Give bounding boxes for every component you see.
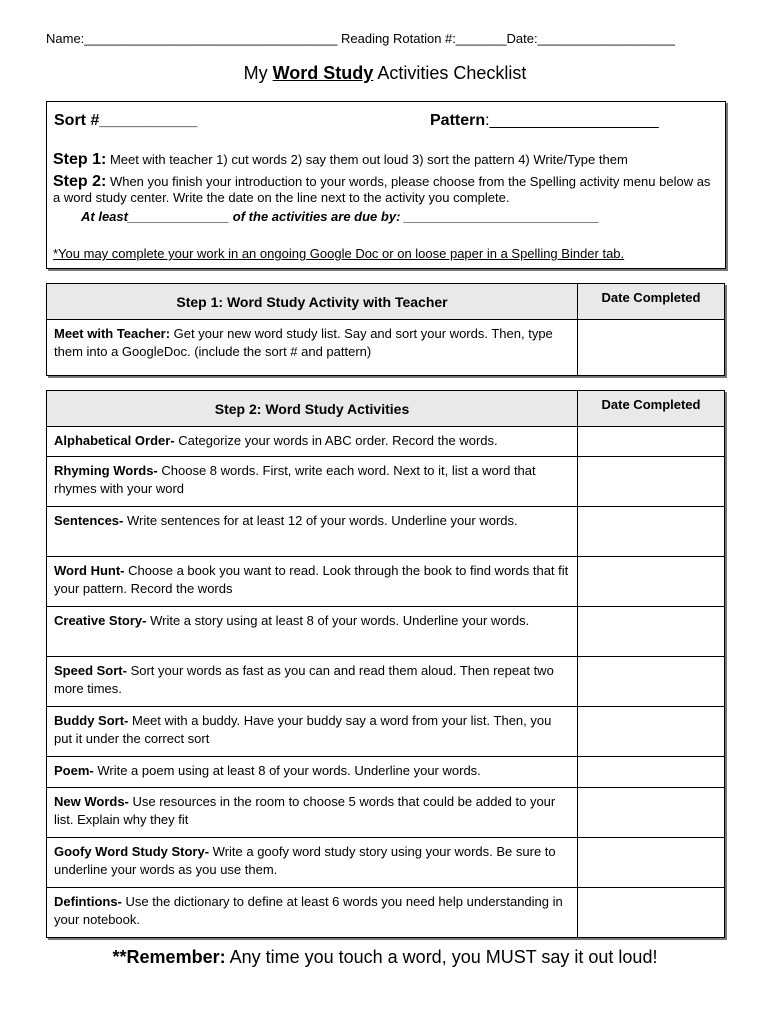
activity-description — [47, 457, 578, 507]
date-completed-cell[interactable] — [578, 557, 725, 607]
table-row — [47, 838, 725, 888]
table-row — [47, 788, 725, 838]
activity-title: Meet with Teacher: — [54, 326, 171, 341]
date-completed-cell[interactable] — [578, 788, 725, 838]
activity-description — [47, 888, 578, 938]
due-line: At least______________ of the activities are due by: ___________________________ — [81, 209, 600, 224]
table-row — [47, 757, 725, 788]
date-completed-cell[interactable] — [578, 320, 725, 376]
activity-title: Poem- — [54, 763, 94, 778]
remember-label: **Remember: — [112, 947, 226, 967]
note-line — [53, 246, 624, 261]
step1-text: Meet with teacher 1) cut words 2) say them out loud 3) sort the pattern 4) Write/Type them — [106, 152, 628, 167]
remember-note — [0, 947, 770, 968]
activity-title: Alphabetical Order- — [54, 433, 175, 448]
activity-text: Write a story using at least 8 of your words. Underline your words. — [146, 613, 530, 628]
activity-title: Buddy Sort- — [54, 713, 129, 728]
date-completed-cell[interactable] — [578, 427, 725, 457]
name-label: Name: — [46, 31, 85, 46]
activity-description — [47, 607, 578, 657]
activity-description — [47, 838, 578, 888]
step1-instructions — [53, 152, 721, 168]
date-completed-cell[interactable] — [578, 507, 725, 557]
title-emphasis: Word Study — [272, 63, 374, 83]
step2-label: Step 2: — [53, 173, 107, 190]
table1-date-header: Date Completed — [578, 284, 725, 320]
word-study-activities-table — [46, 390, 725, 938]
sort-line — [54, 112, 197, 130]
table-row — [47, 657, 725, 707]
activity-text: Choose 8 words. First, write each word. Next to it, list a word that rhymes with your word — [54, 463, 536, 496]
table-row — [47, 557, 725, 607]
activity-text: Write a poem using at least 8 of your words. Underline your words. — [93, 763, 481, 778]
activity-text: Categorize your words in ABC order. Record the words. — [174, 433, 498, 448]
table2-header: Step 2: Word Study Activities — [47, 391, 578, 427]
rotation-blank[interactable]: _______ — [455, 31, 507, 46]
page-title — [0, 63, 770, 84]
date-completed-cell[interactable] — [578, 757, 725, 788]
pattern-label: Pattern — [430, 112, 486, 129]
header-line — [46, 31, 675, 46]
activity-description — [47, 657, 578, 707]
teacher-activity-table — [46, 283, 725, 376]
title-suffix: Activities Checklist — [373, 63, 527, 83]
date-completed-cell[interactable] — [578, 838, 725, 888]
activity-description — [47, 427, 578, 457]
date-completed-cell[interactable] — [578, 607, 725, 657]
activity-text: Choose a book you want to read. Look through the book to find words that fit your pattern. Record the words — [54, 563, 569, 596]
activity-description — [47, 320, 578, 376]
step2-text: When you finish your introduction to your words, please choose from the Spelling activity menu below as a word study center. Write the date on the line next to the activity you complete. — [53, 174, 711, 205]
activity-text: Get your new word study list. Say and sort your words. Then, type them into a GoogleDoc. (include the sort # and pattern) — [54, 326, 553, 359]
note-end: . — [620, 246, 625, 261]
date-completed-cell[interactable] — [578, 657, 725, 707]
date-completed-cell[interactable] — [578, 457, 725, 507]
activity-description — [47, 707, 578, 757]
table-row — [47, 888, 725, 938]
table-row — [47, 607, 725, 657]
table2-date-header: Date Completed — [578, 391, 725, 427]
activity-title: Creative Story- — [54, 613, 147, 628]
remember-text: Any time you touch a word, you MUST say it out loud! — [225, 947, 658, 967]
activity-text: Write a goofy word study story using your words. Be sure to underline your words as you use them. — [54, 844, 556, 877]
table-row — [47, 320, 725, 376]
date-completed-cell[interactable] — [578, 707, 725, 757]
date-label: Date: — [506, 31, 538, 46]
pattern-blank[interactable]: :___________________ — [485, 112, 659, 129]
activity-title: Goofy Word Study Story- — [54, 844, 210, 859]
sort-label: Sort # — [54, 112, 100, 129]
activity-description — [47, 757, 578, 788]
note-text: *You may complete your work in an ongoing Google Doc or on loose paper in a Spelling Binder tab — [53, 246, 621, 261]
pattern-line — [430, 112, 659, 130]
table1-header: Step 1: Word Study Activity with Teacher — [47, 284, 578, 320]
activity-title: Rhyming Words- — [54, 463, 158, 478]
date-completed-cell[interactable] — [578, 888, 725, 938]
activity-text: Write sentences for at least 12 of your words. Underline your words. — [123, 513, 518, 528]
instructions-box — [46, 101, 726, 269]
rotation-label: Reading Rotation #: — [340, 31, 456, 46]
table-row — [47, 707, 725, 757]
activity-title: Speed Sort- — [54, 663, 127, 678]
activity-text: Meet with a buddy. Have your buddy say a word from your list. Then, you put it under the correct sort — [54, 713, 552, 746]
sort-blank[interactable]: ___________ — [99, 112, 198, 129]
table-row — [47, 457, 725, 507]
title-prefix: My — [243, 63, 273, 83]
activity-title: Sentences- — [54, 513, 124, 528]
date-blank[interactable]: ___________________ — [537, 31, 675, 46]
activity-text: Use resources in the room to choose 5 words that could be added to your list. Explain why they fit — [54, 794, 556, 827]
activity-title: Word Hunt- — [54, 563, 125, 578]
activity-description — [47, 507, 578, 557]
table-row — [47, 427, 725, 457]
step1-label: Step 1: — [53, 151, 107, 168]
step2-instructions — [53, 174, 721, 206]
name-blank[interactable]: ___________________________________ — [84, 31, 338, 46]
activity-description — [47, 788, 578, 838]
table-row — [47, 507, 725, 557]
activity-title: New Words- — [54, 794, 129, 809]
activity-title: Defintions- — [54, 894, 122, 909]
activity-text: Sort your words as fast as you can and read them aloud. Then repeat two more times. — [54, 663, 554, 696]
activity-text: Use the dictionary to define at least 6 words you need help understanding in your notebook. — [54, 894, 563, 927]
activity-description — [47, 557, 578, 607]
